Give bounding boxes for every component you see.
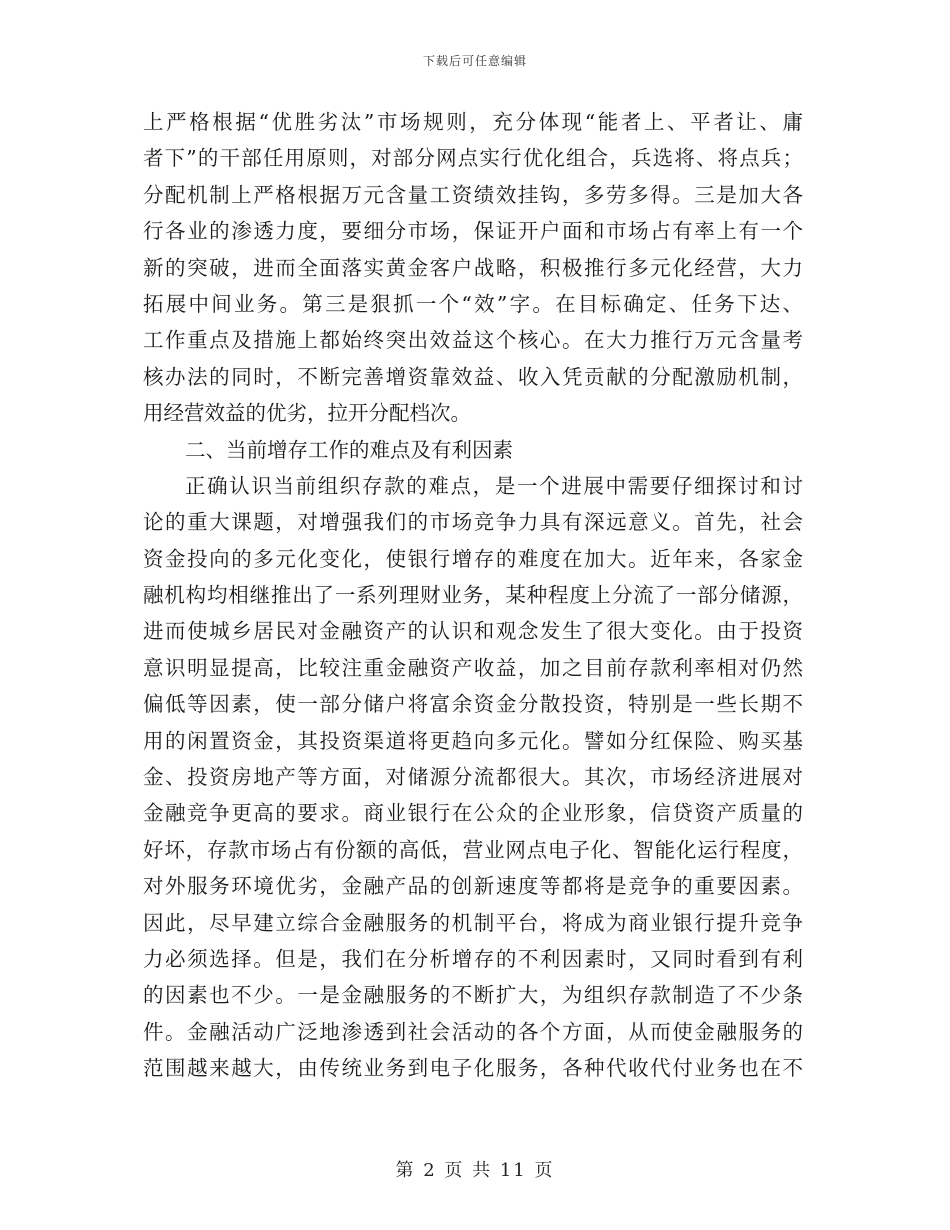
- text-line: 融机构均相继推出了一系列理财业务，某种程度上分流了一部分储源，: [143, 583, 803, 608]
- text-line: 用的闲置资金，其投资渠道将更趋向多元化。譬如分红保险、购买基: [143, 728, 803, 753]
- text-line: 分配机制上严格根据万元含量工资绩效挂钩，多劳多得。三是加大各: [143, 182, 803, 207]
- text-line: 工作重点及措施上都始终突出效益这个核心。在大力推行万元含量考: [143, 328, 803, 353]
- text-line: 论的重大课题，对增强我们的市场竞争力具有深远意义。首先，社会: [143, 510, 803, 535]
- text-line: 偏低等因素，使一部分储户将富余资金分散投资，特别是一些长期不: [143, 692, 803, 717]
- text-line: 力必须选择。但是，我们在分析增存的不利因素时，又同时看到有利: [143, 946, 803, 971]
- text-line: 金、投资房地产等方面，对储源分流都很大。其次，市场经济进展对: [143, 765, 803, 790]
- text-line: 新的突破，进而全面落实黄金客户战略，积极推行多元化经营，大力: [143, 255, 803, 280]
- text-line: 拓展中间业务。第三是狠抓一个“效”字。在目标确定、任务下达、: [143, 291, 803, 316]
- text-line: 好坏，存款市场占有份额的高低，营业网点电子化、智能化运行程度，: [143, 837, 803, 862]
- text-line: 对外服务环境优劣，金融产品的创新速度等都将是竞争的重要因素。: [143, 874, 803, 899]
- page-number: 第 2 页 共 11 页: [395, 1160, 555, 1181]
- text-line: 意识明显提高，比较注重金融资产收益，加之目前存款利率相对仍然: [143, 655, 803, 680]
- text-line: 因此，尽早建立综合金融服务的机制平台，将成为商业银行提升竞争: [143, 910, 803, 935]
- text-line: 进而使城乡居民对金融资产的认识和观念发生了很大变化。由于投资: [143, 619, 803, 644]
- document-body: [143, 104, 803, 1087]
- text-line: 者下”的干部任用原则，对部分网点实行优化组合，兵选将、将点兵；: [143, 146, 803, 171]
- text-line: 核办法的同时，不断完善增资靠效益、收入凭贡献的分配激励机制，: [143, 364, 803, 389]
- section-heading: 二、当前增存工作的难点及有利因素: [185, 437, 513, 462]
- text-line: 行各业的渗透力度，要细分市场，保证开户面和市场占有率上有一个: [143, 219, 803, 244]
- text-line: 正确认识当前组织存款的难点，是一个进展中需要仔细探讨和讨: [185, 473, 803, 498]
- text-line: 范围越来越大，由传统业务到电子化服务，各种代收代付业务也在不: [143, 1056, 803, 1081]
- text-line: 件。金融活动广泛地渗透到社会活动的各个方面，从而使金融服务的: [143, 1019, 803, 1044]
- text-line: 金融竞争更高的要求。商业银行在公众的企业形象，信贷资产质量的: [143, 801, 803, 826]
- page-header: 下载后可任意编辑: [422, 54, 527, 68]
- text-line: 的因素也不少。一是金融服务的不断扩大，为组织存款制造了不少条: [143, 983, 803, 1008]
- text-line: 上严格根据“优胜劣汰”市场规则，充分体现“能者上、平者让、庸: [143, 110, 803, 134]
- text-line: 用经营效益的优劣，拉开分配档次。: [143, 401, 471, 426]
- text-line: 资金投向的多元化变化，使银行增存的难度在加大。近年来，各家金: [143, 546, 803, 571]
